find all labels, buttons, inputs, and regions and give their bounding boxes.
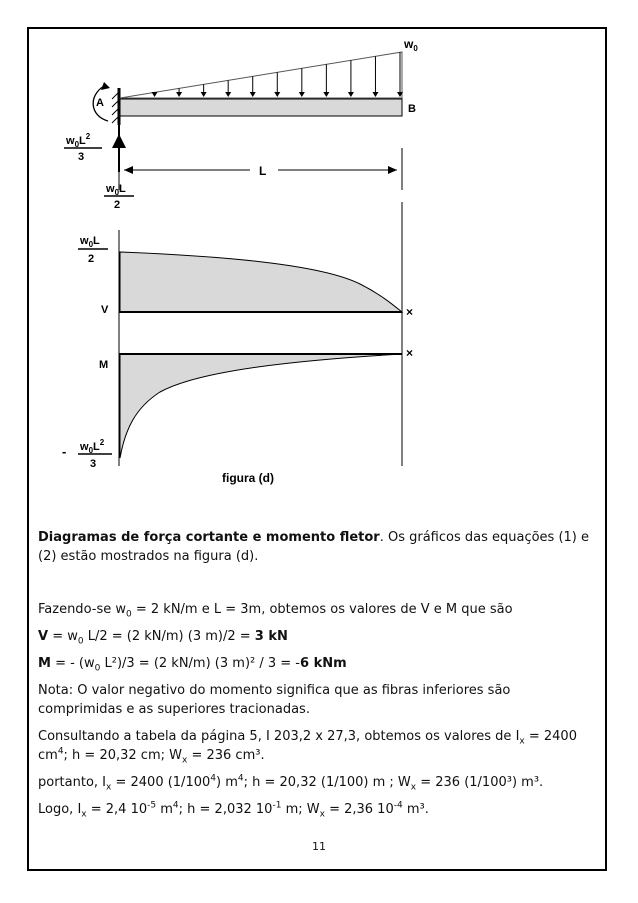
reaction-moment-label [64, 132, 102, 163]
body-text [38, 528, 598, 819]
paragraph-table: Consultando a tabela da página 5, I 203,2 x 27,3, obtemos os valores de $I_x = 2400$ $cm^4$; h = 20,32 cm; $W_x = 236$ cm³. [38, 729, 577, 766]
load-arrowhead [299, 92, 305, 97]
fixed-support [112, 88, 119, 125]
load-arrowhead [348, 92, 354, 97]
svg-text:3: 3 [90, 458, 97, 470]
svg-text:w0L2: $w_0L^2$ [80, 438, 105, 455]
paragraph-note: Nota: O valor negativo do momento significa que as fibras inferiores são comprimidas e as superiores tracionadas. [38, 683, 511, 717]
svg-text:L: L [259, 164, 267, 178]
paragraph-diagrams: Diagramas de força cortante e momento fletor. Os gráficos das equações (1) e (2) estão mostrados na figura (d). [38, 530, 590, 564]
load-arrowhead [176, 92, 182, 97]
svg-text:-: - [62, 444, 67, 459]
shear-max-label [78, 235, 108, 265]
moment-diagram [120, 354, 402, 458]
load-arrowhead [323, 92, 329, 97]
shear-zero-mark: × [406, 305, 414, 319]
moment-min-label [62, 438, 112, 470]
load-arrows [152, 52, 403, 97]
moment-arrowhead [101, 82, 110, 90]
paragraph-result: Logo, $I_x = 2,4$ $10^{-5}$ $m^4$; h = 2,032 $10^{-1}$ m; $W_x = 2,36$ $10^{-4}$ m³. [38, 800, 429, 820]
equation-v: $V = w_0$ L/2 = (2 kN/m) (3 m)/2 = 3 kN [38, 629, 288, 647]
paragraph-values: Fazendo-se $w_0 = 2$ kN/m e L = 3m, obtemos os valores de V e M que são [38, 602, 513, 620]
beam [120, 99, 402, 116]
distributed-load [120, 52, 402, 98]
svg-text:w0L2: $w_0L^2$ [66, 132, 91, 149]
load-arrowhead [250, 92, 256, 97]
svg-text:3: 3 [78, 151, 85, 163]
load-arrowhead [201, 92, 207, 97]
page-number: 11 [312, 840, 326, 853]
svg-text:2: 2 [114, 199, 121, 211]
shear-diagram [120, 252, 402, 312]
svg-text:2: 2 [88, 253, 95, 265]
span-dimension [119, 148, 402, 190]
load-arrowhead [372, 92, 378, 97]
svg-text:w0L: $w_0L$ [106, 183, 126, 197]
svg-text:w0L: $w_0L$ [80, 235, 100, 249]
shear-axis-label: V [101, 304, 109, 316]
load-arrowhead [152, 92, 158, 97]
point-b-label: B [408, 103, 416, 115]
load-label: $w_0$ [404, 37, 418, 53]
figure-caption: figura (d) [222, 471, 274, 485]
moment-axis-label: M [99, 359, 109, 371]
equation-m: M = - ($w_0$ L²)/3 = (2 kN/m) (3 m)² / 3 = -6 kNm [38, 656, 347, 674]
paragraph-conversion: portanto, $I_x = 2400$ $(1/100^4)$ $m^4$; h = 20,32 (1/100) m ; $W_x = 236$ (1/100³) m³. [38, 773, 544, 793]
load-arrowhead [225, 92, 231, 97]
point-a-label: A [96, 97, 104, 109]
load-arrowhead [274, 92, 280, 97]
moment-zero-mark: × [406, 346, 414, 360]
